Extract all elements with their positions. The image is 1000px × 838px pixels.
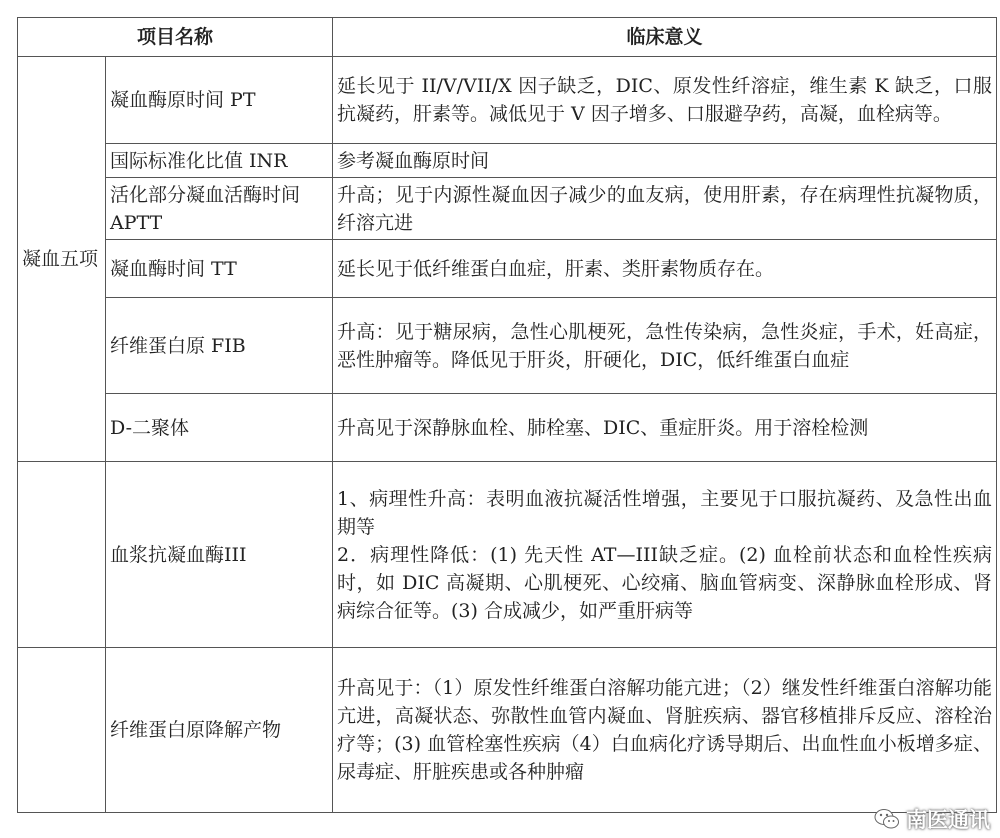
watermark [874,804,990,834]
table-row [18,178,997,240]
table-row [18,648,997,813]
item-meaning: 升高见于深静脉血栓、肺栓塞、DIC、重症肝炎。用于溶栓检测 [333,394,997,462]
table-row [18,240,997,298]
item-meaning: 延长见于 II/V/VII/X 因子缺乏，DIC、原发性纤溶症，维生素 K 缺乏，口服抗凝药，肝素等。减低见于 V 因子增多、口服避孕药，高凝，血栓病等。 [333,57,997,144]
table-row [18,144,997,178]
header-item-name: 项目名称 [18,18,333,57]
table-row [18,462,997,648]
group-label: 凝血五项 [18,57,106,462]
item-meaning: 延长见于低纤维蛋白血症，肝素、类肝素物质存在。 [333,240,997,298]
meaning-line: 2．病理性降低：(1) 先天性 AT—III缺乏症。(2) 血栓前状态和血栓性疾病时，如 DIC 高凝期、心肌梗死、心绞痛、脑血管病变、深静脉血栓形成、肾病综合征等。(3) 合成减少，如严重肝病等 [337,543,992,622]
item-meaning: 升高：见于糖尿病，急性心肌梗死，急性传染病，急性炎症，手术，妊高症，恶性肿瘤等。降低见于肝炎，肝硬化，DIC，低纤维蛋白血症 [333,298,997,394]
table-header-row [18,18,997,57]
item-meaning: 升高；见于内源性凝血因子减少的血友病，使用肝素，存在病理性抗凝物质，纤溶亢进 [333,178,997,240]
item-name: 纤维蛋白原降解产物 [106,648,333,813]
coagulation-table [17,17,997,813]
watermark-text: 南医通讯 [906,808,990,832]
group-label-empty [18,462,106,648]
item-meaning [333,462,997,648]
group-label-empty [18,648,106,813]
item-name: 活化部分凝血活酶时间 APTT [106,178,333,240]
item-name: 国际标准化比值 INR [106,144,333,178]
table-row [18,57,997,144]
item-name: D-二聚体 [106,394,333,462]
item-name: 血浆抗凝血酶III [106,462,333,648]
header-clinical-significance: 临床意义 [333,18,997,57]
item-meaning: 升高见于：（1）原发性纤维蛋白溶解功能亢进；（2）继发性纤维蛋白溶解功能亢进，高凝状态、弥散性血管内凝血、肾脏疾病、器官移植排斥反应、溶栓治疗等；(3) 血管栓塞性疾病（4）白血病化疗诱导期后、出血性血小板增多症、尿毒症、肝脏疾患或各种肿瘤 [333,648,997,813]
table-row [18,298,997,394]
item-name: 凝血酶时间 TT [106,240,333,298]
item-name: 凝血酶原时间 PT [106,57,333,144]
meaning-line: 1、病理性升高：表明血液抗凝活性增强，主要见于口服抗凝药、及急性出血期等 [337,487,992,538]
item-meaning: 参考凝血酶原时间 [333,144,997,178]
table-row [18,394,997,462]
item-name: 纤维蛋白原 FIB [106,298,333,394]
wechat-icon [874,808,900,830]
